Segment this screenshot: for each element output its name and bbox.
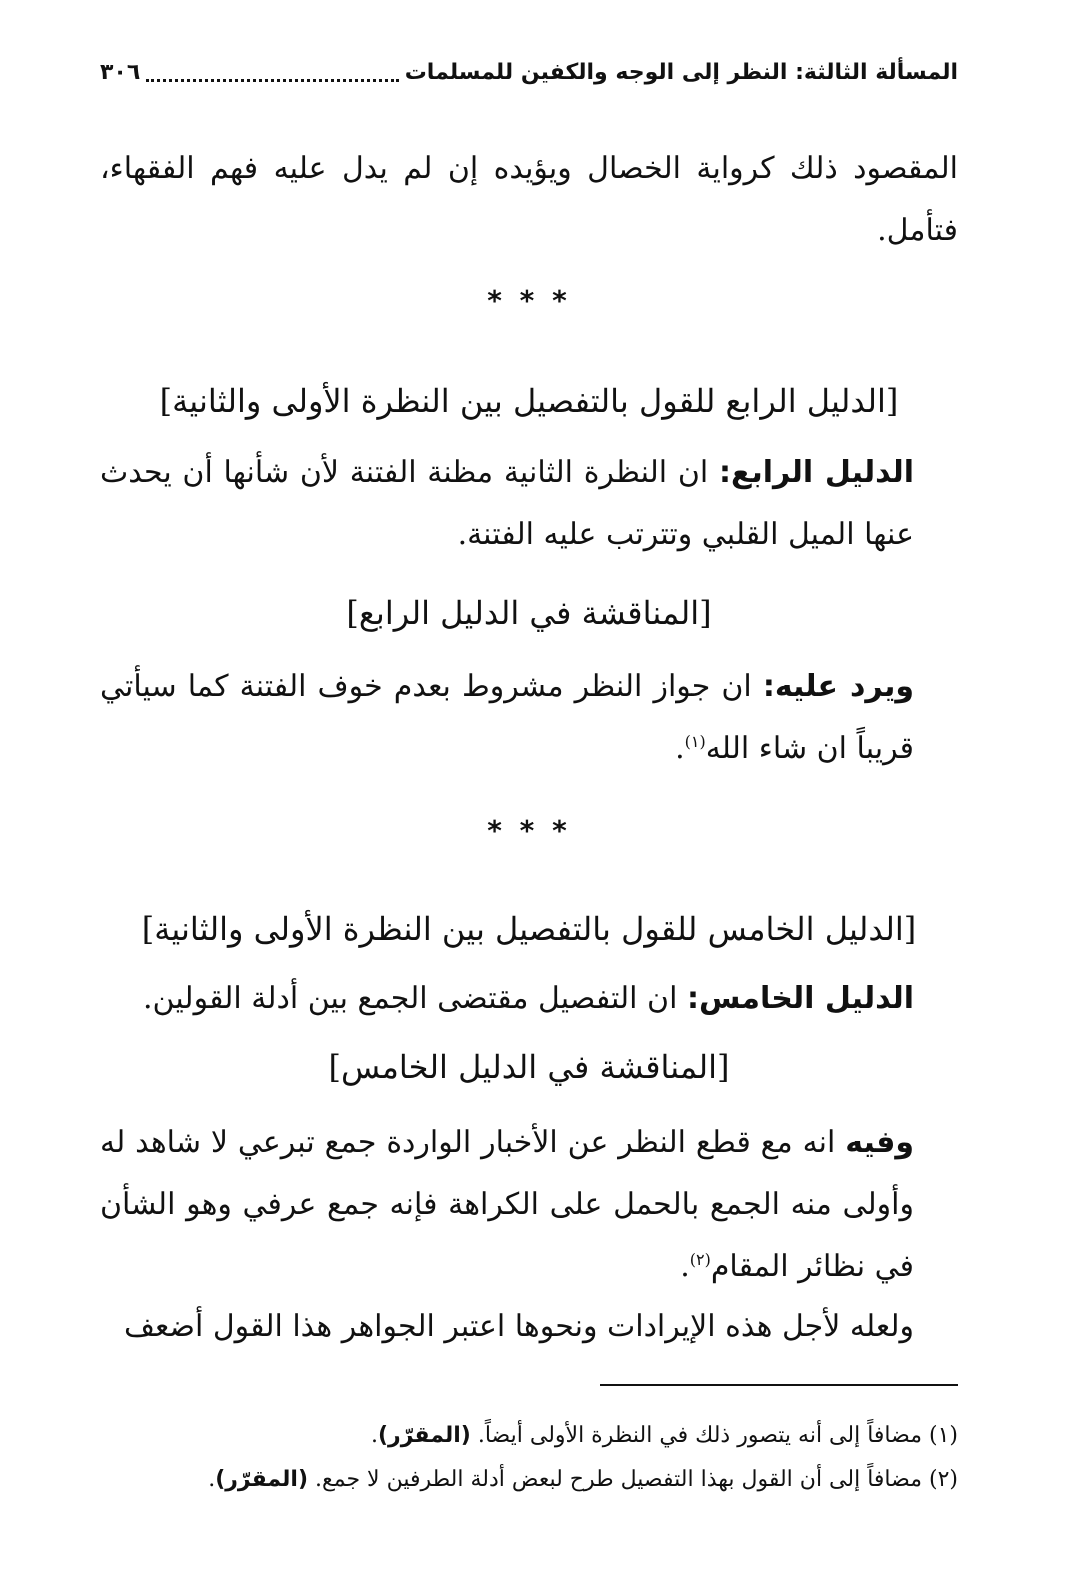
footnote-marker: (١) bbox=[928, 1423, 958, 1448]
paragraph-text: ان النظرة الثانية مظنة الفتنة لأن شأنها أن يحدث عنها الميل القلبي وتترتب عليه الفتنة. bbox=[100, 455, 914, 552]
lead-term: الدليل الرابع: bbox=[718, 455, 915, 490]
section-separator: * * * bbox=[487, 284, 571, 317]
footnote-ref-1[interactable]: (١) bbox=[684, 732, 706, 751]
footnote-marker: (٢) bbox=[928, 1467, 958, 1492]
lead-term: وفيه bbox=[845, 1125, 914, 1160]
lead-term: ويرد عليه: bbox=[762, 669, 914, 704]
section-heading-fifth-discussion: [المناقشة في الدليل الخامس] bbox=[328, 1048, 730, 1086]
lead-term: الدليل الخامس: bbox=[686, 981, 914, 1016]
footnote-text: مضافاً إلى أن القول بهذا التفصيل طرح لبعض أدلة الطرفين لا جمع. bbox=[308, 1467, 929, 1492]
footnote-source: (المقرّر) bbox=[378, 1423, 471, 1448]
paragraph-continuation: ولعله لأجل هذه الإيرادات ونحوها اعتبر الجواهر هذا القول أضعف bbox=[123, 1309, 914, 1344]
section-heading-fifth-evidence: [الدليل الخامس للقول بالتفصيل بين النظرة الأولى والثانية] bbox=[141, 910, 917, 948]
footnote-ref-2[interactable]: (٢) bbox=[689, 1250, 711, 1269]
page-number: ٣٠٦ bbox=[100, 59, 141, 85]
sentence-end: . bbox=[675, 731, 685, 766]
footnote-source: (المقرّر) bbox=[215, 1467, 309, 1492]
paragraph-fihi bbox=[100, 1112, 958, 1298]
header-dot-leader bbox=[146, 79, 398, 82]
paragraph-text: ان التفصيل مقتضى الجمع بين أدلة القولين. bbox=[143, 981, 687, 1016]
running-header bbox=[100, 50, 958, 94]
footnote-separator-rule bbox=[600, 1384, 958, 1386]
book-page bbox=[100, 50, 958, 1550]
section-heading-fourth-discussion: [المناقشة في الدليل الرابع] bbox=[346, 594, 712, 632]
sentence-end: . bbox=[680, 1249, 690, 1284]
section-separator: * * * bbox=[487, 814, 571, 847]
header-title: المسألة الثالثة: النظر إلى الوجه والكفين للمسلمات bbox=[404, 59, 958, 85]
paragraph-text: انه مع قطع النظر عن الأخبار الواردة جمع تبرعي لا شاهد له وأولى منه الجمع بالحمل على الكراهة فإنه جمع عرفي وهو الشأن في نظائر المقام bbox=[100, 1125, 914, 1284]
paragraph-text: ان جواز النظر مشروط بعدم خوف الفتنة كما سيأتي قريباً ان شاء الله bbox=[100, 669, 914, 766]
paragraph-fourth-evidence bbox=[100, 442, 958, 566]
paragraph-fifth-evidence bbox=[100, 968, 958, 1030]
footnote-end: . bbox=[208, 1467, 216, 1492]
footnote-1 bbox=[100, 1418, 958, 1454]
paragraph-objection bbox=[100, 656, 958, 780]
footnote-end: . bbox=[371, 1423, 378, 1448]
paragraph-intro: المقصود ذلك كرواية الخصال ويؤيده إن لم يدل عليه فهم الفقهاء، فتأمل. bbox=[100, 151, 958, 248]
footnote-text: مضافاً إلى أنه يتصور ذلك في النظرة الأولى أيضاً. bbox=[470, 1423, 929, 1448]
footnote-2 bbox=[100, 1462, 958, 1498]
section-heading-fourth-evidence: [الدليل الرابع للقول بالتفصيل بين النظرة الأولى والثانية] bbox=[159, 382, 899, 420]
